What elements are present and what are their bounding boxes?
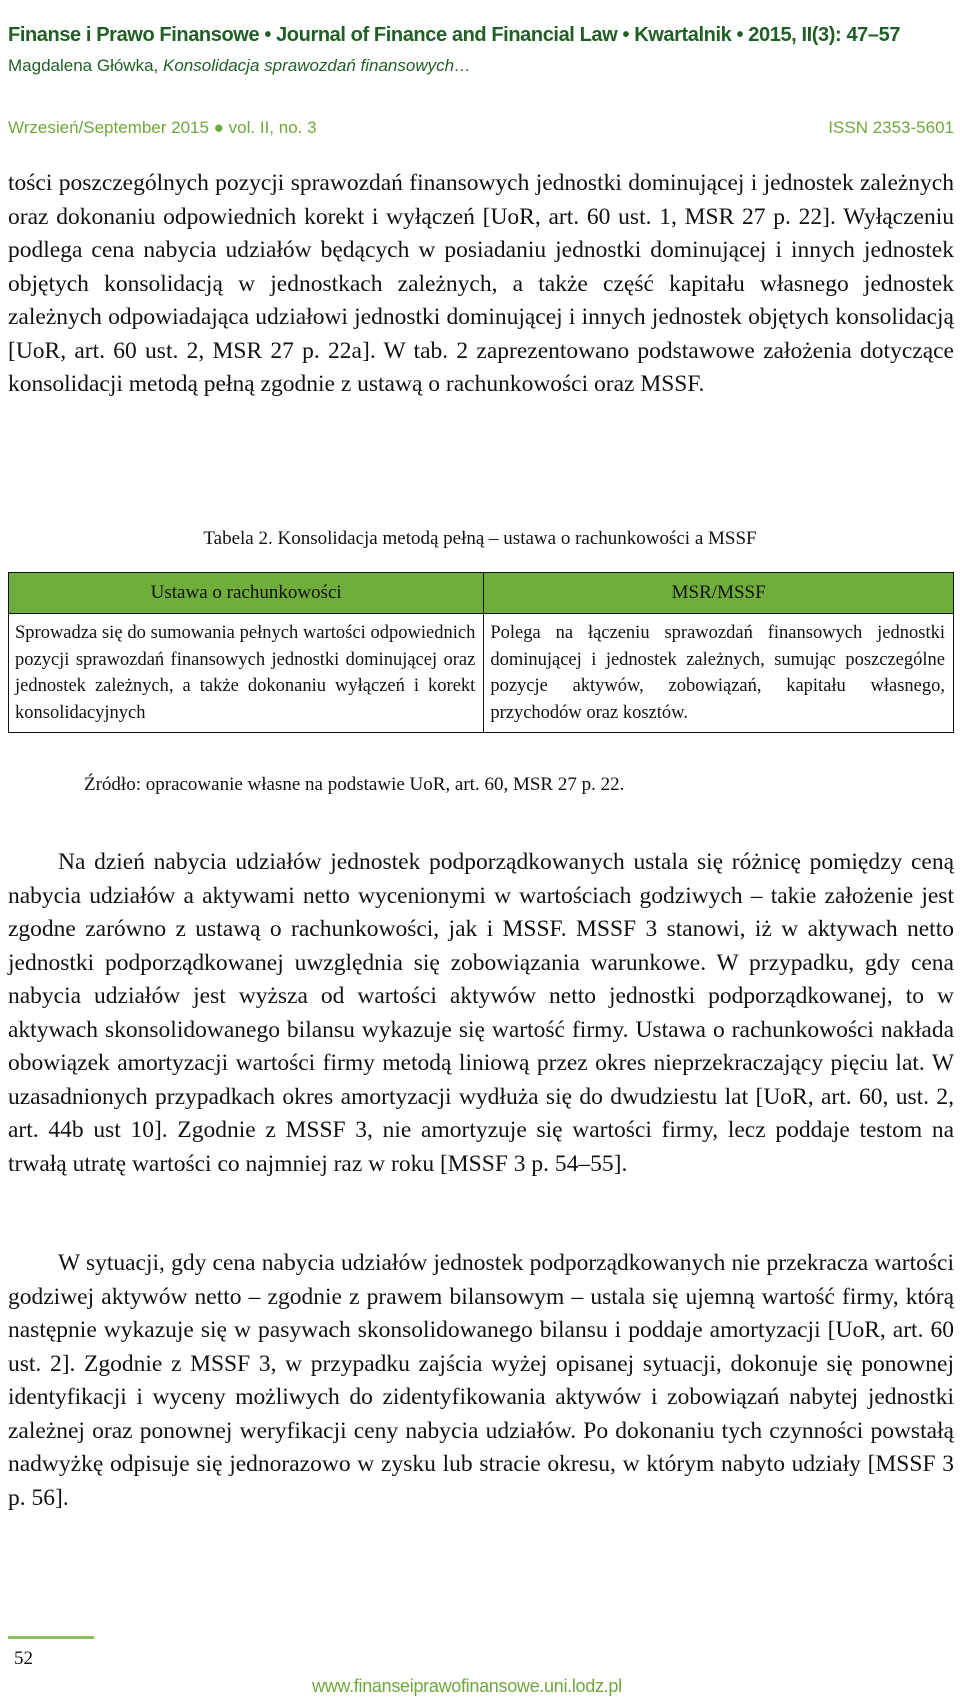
running-head bbox=[8, 56, 471, 76]
table-cell-mssf: Polega na łączeniu sprawozdań finansowych jednostki dominującej i jednostek zależnych, sumując poszczególne pozycje aktywów, zobowiązań, kapitału własnego, przychodów oraz kosztów. bbox=[484, 614, 954, 733]
table-source: Źródło: opracowanie własne na podstawie UoR, art. 60, MSR 27 p. 22. bbox=[84, 774, 625, 795]
paragraph-2: Na dzień nabycia udziałów jednostek podporządkowanych ustala się różnicę pomiędzy ceną nabycia udziałów a aktywami netto wycenionymi w wartościach godziwych – takie założenie jest zgodne zarówno z ustawą o rachunkowości, jak i MSSF. MSSF 3 stanowi, iż w aktywach netto jednostki podporządkowanej uwzględnia się zobowiązania warunkowe. W przypadku, gdy cena nabycia udziałów jest wyższa od wartości aktywów netto jednostki podporządkowanej, to w aktywach skonsolidowanego bilansu wykazuje się wartość firmy. Ustawa o rachunkowości nakłada obowiązek amortyzacji wartości firmy metodą liniową przez okres nieprzekraczający pięciu lat. W uzasadnionych przypadkach okres amortyzacji wydłuża się do dwudziestu lat [UoR, art. 60, ust. 2, art. 44b ust 10]. Zgodnie z MSSF 3, nie amortyzuje się wartości firmy, lecz poddaje testom na trwałą utratę wartości co najmniej raz w roku [MSSF 3 p. 54–55]. bbox=[8, 849, 954, 1177]
comparison-table bbox=[8, 572, 954, 733]
table-header-row bbox=[9, 573, 954, 614]
author-name: Magdalena Główka, bbox=[8, 56, 159, 75]
table-row bbox=[9, 614, 954, 733]
issue-info: Wrzesień/September 2015 ● vol. II, no. 3 bbox=[8, 118, 317, 137]
table-caption: Tabela 2. Konsolidacja metodą pełną – ustawa o rachunkowości a MSSF bbox=[203, 528, 757, 549]
paragraph-1: tości poszczególnych pozycji sprawozdań finansowych jednostki dominującej i jednostek zależnych oraz dokonaniu odpowiednich korekt i wyłączeń [UoR, art. 60 ust. 1, MSR 27 p. 22]. Wyłączeniu podlega cena nabycia udziałów będących w posiadaniu jednostki dominującej i innych jednostek objętych konsolidacją w jednostkach zależnych, a także część kapitału własnego jednostek zależnych odpowiadająca udziałowi jednostki dominującej i innych jednostek objętych konsolidacją [UoR, art. 60 ust. 2, MSR 27 p. 22a]. W tab. 2 zaprezentowano podstawowe założenia dotyczące konsolidacji metodą pełną zgodnie z ustawą o rachunkowości oraz MSSF. bbox=[8, 170, 954, 397]
footer-url[interactable]: www.finanseiprawofinansowe.uni.lodz.pl bbox=[312, 1676, 622, 1696]
issn: ISSN 2353-5601 bbox=[828, 118, 954, 137]
journal-title: Finanse i Prawo Finansowe • Journal of Finance and Financial Law • Kwartalnik • 2015, II(3): 47–57 bbox=[8, 24, 901, 46]
page-number: 52 bbox=[14, 1648, 33, 1669]
footer-divider bbox=[8, 1636, 94, 1639]
table-header-uor: Ustawa o rachunkowości bbox=[9, 573, 484, 614]
table-cell-uor: Sprowadza się do sumowania pełnych wartości odpowiednich pozycji sprawozdań finansowych jednostki dominującej oraz jednostek zależnych, a także dokonaniu wyłączeń i korekt konsolidacyjnych bbox=[9, 614, 484, 733]
article-title: Konsolidacja sprawozdań finansowych… bbox=[163, 56, 472, 75]
paragraph-3: W sytuacji, gdy cena nabycia udziałów jednostek podporządkowanych nie przekracza wartości godziwej aktywów netto – zgodnie z prawem bilansowym – ustala się ujemną wartość firmy, którą następnie wykazuje się w pasywach skonsolidowanego bilansu i poddaje amortyzacji [UoR, art. 60 ust. 2]. Zgodnie z MSSF 3, w przypadku zajścia wyżej opisanej sytuacji, dokonuje się ponownej identyfikacji i wyceny możliwych do zidentyfikowania aktywów i zobowiązań nabytej jednostki zależnej oraz ponownej weryfikacji ceny nabycia udziałów. Po dokonaniu tych czynności powstałą nadwyżkę odpisuje się jednorazowo w zysku lub stracie okresu, w którym nabyto udziały [MSSF 3 p. 56]. bbox=[8, 1250, 954, 1511]
table-header-mssf: MSR/MSSF bbox=[484, 573, 954, 614]
